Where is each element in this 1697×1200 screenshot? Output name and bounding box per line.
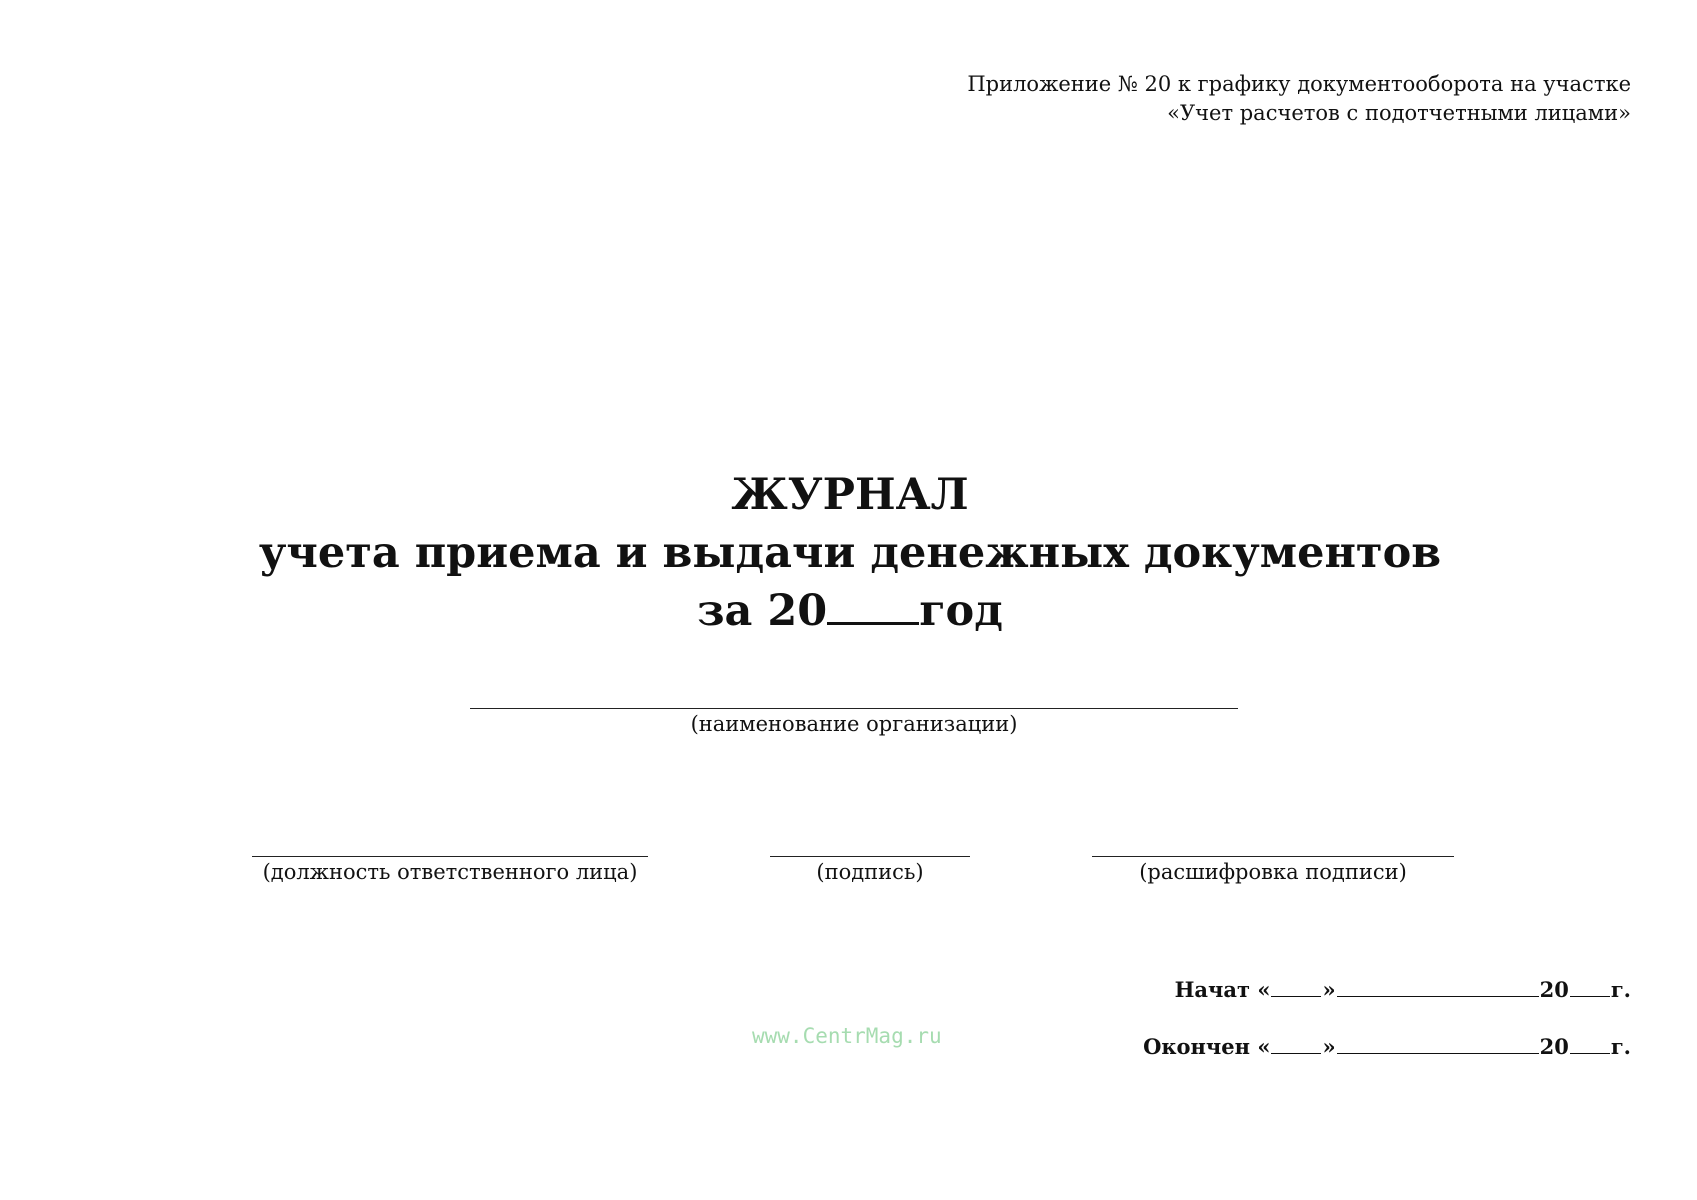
started-label: Начат « (1174, 977, 1271, 1002)
ended-label: Окончен « (1143, 1034, 1271, 1059)
started-day-blank (1271, 975, 1321, 997)
document-title (250, 466, 1450, 640)
signature-decoding-line (1092, 856, 1454, 857)
appendix-note (967, 70, 1631, 128)
started-year-suffix: г. (1610, 977, 1631, 1002)
title-year-prefix: за 20 (697, 586, 828, 636)
ended-day-blank (1271, 1032, 1321, 1054)
organization-caption: (наименование организации) (690, 712, 1018, 736)
title-line-1: ЖУРНАЛ (731, 470, 969, 520)
started-year-prefix: 20 (1539, 977, 1569, 1002)
appendix-line-1: Приложение № 20 к графику документооборота на участке (967, 72, 1631, 96)
ended-month-blank (1337, 1032, 1539, 1054)
watermark: www.CentrMag.ru (752, 1024, 942, 1048)
ended-quote-close: » (1322, 1034, 1336, 1059)
started-month-blank (1337, 975, 1539, 997)
ended-year-suffix: г. (1610, 1034, 1631, 1059)
appendix-line-2: «Учет расчетов с подотчетными лицами» (1167, 101, 1631, 125)
title-line-3 (250, 582, 1450, 640)
position-caption: (должность ответственного лица) (262, 860, 638, 884)
started-quote-close: » (1322, 977, 1336, 1002)
ended-year-prefix: 20 (1539, 1034, 1569, 1059)
signature-caption: (подпись) (816, 860, 924, 884)
title-line-2: учета приема и выдачи денежных документов (258, 528, 1442, 578)
started-year-blank (1570, 975, 1610, 997)
organization-name-line (470, 708, 1238, 709)
position-line (252, 856, 648, 857)
title-year-suffix: год (919, 586, 1003, 636)
ended-date-line (1143, 1032, 1631, 1059)
year-blank (827, 585, 919, 625)
ended-year-blank (1570, 1032, 1610, 1054)
signature-line (770, 856, 970, 857)
started-date-line (1175, 975, 1631, 1002)
signature-decoding-caption: (расшифровка подписи) (1139, 860, 1407, 884)
